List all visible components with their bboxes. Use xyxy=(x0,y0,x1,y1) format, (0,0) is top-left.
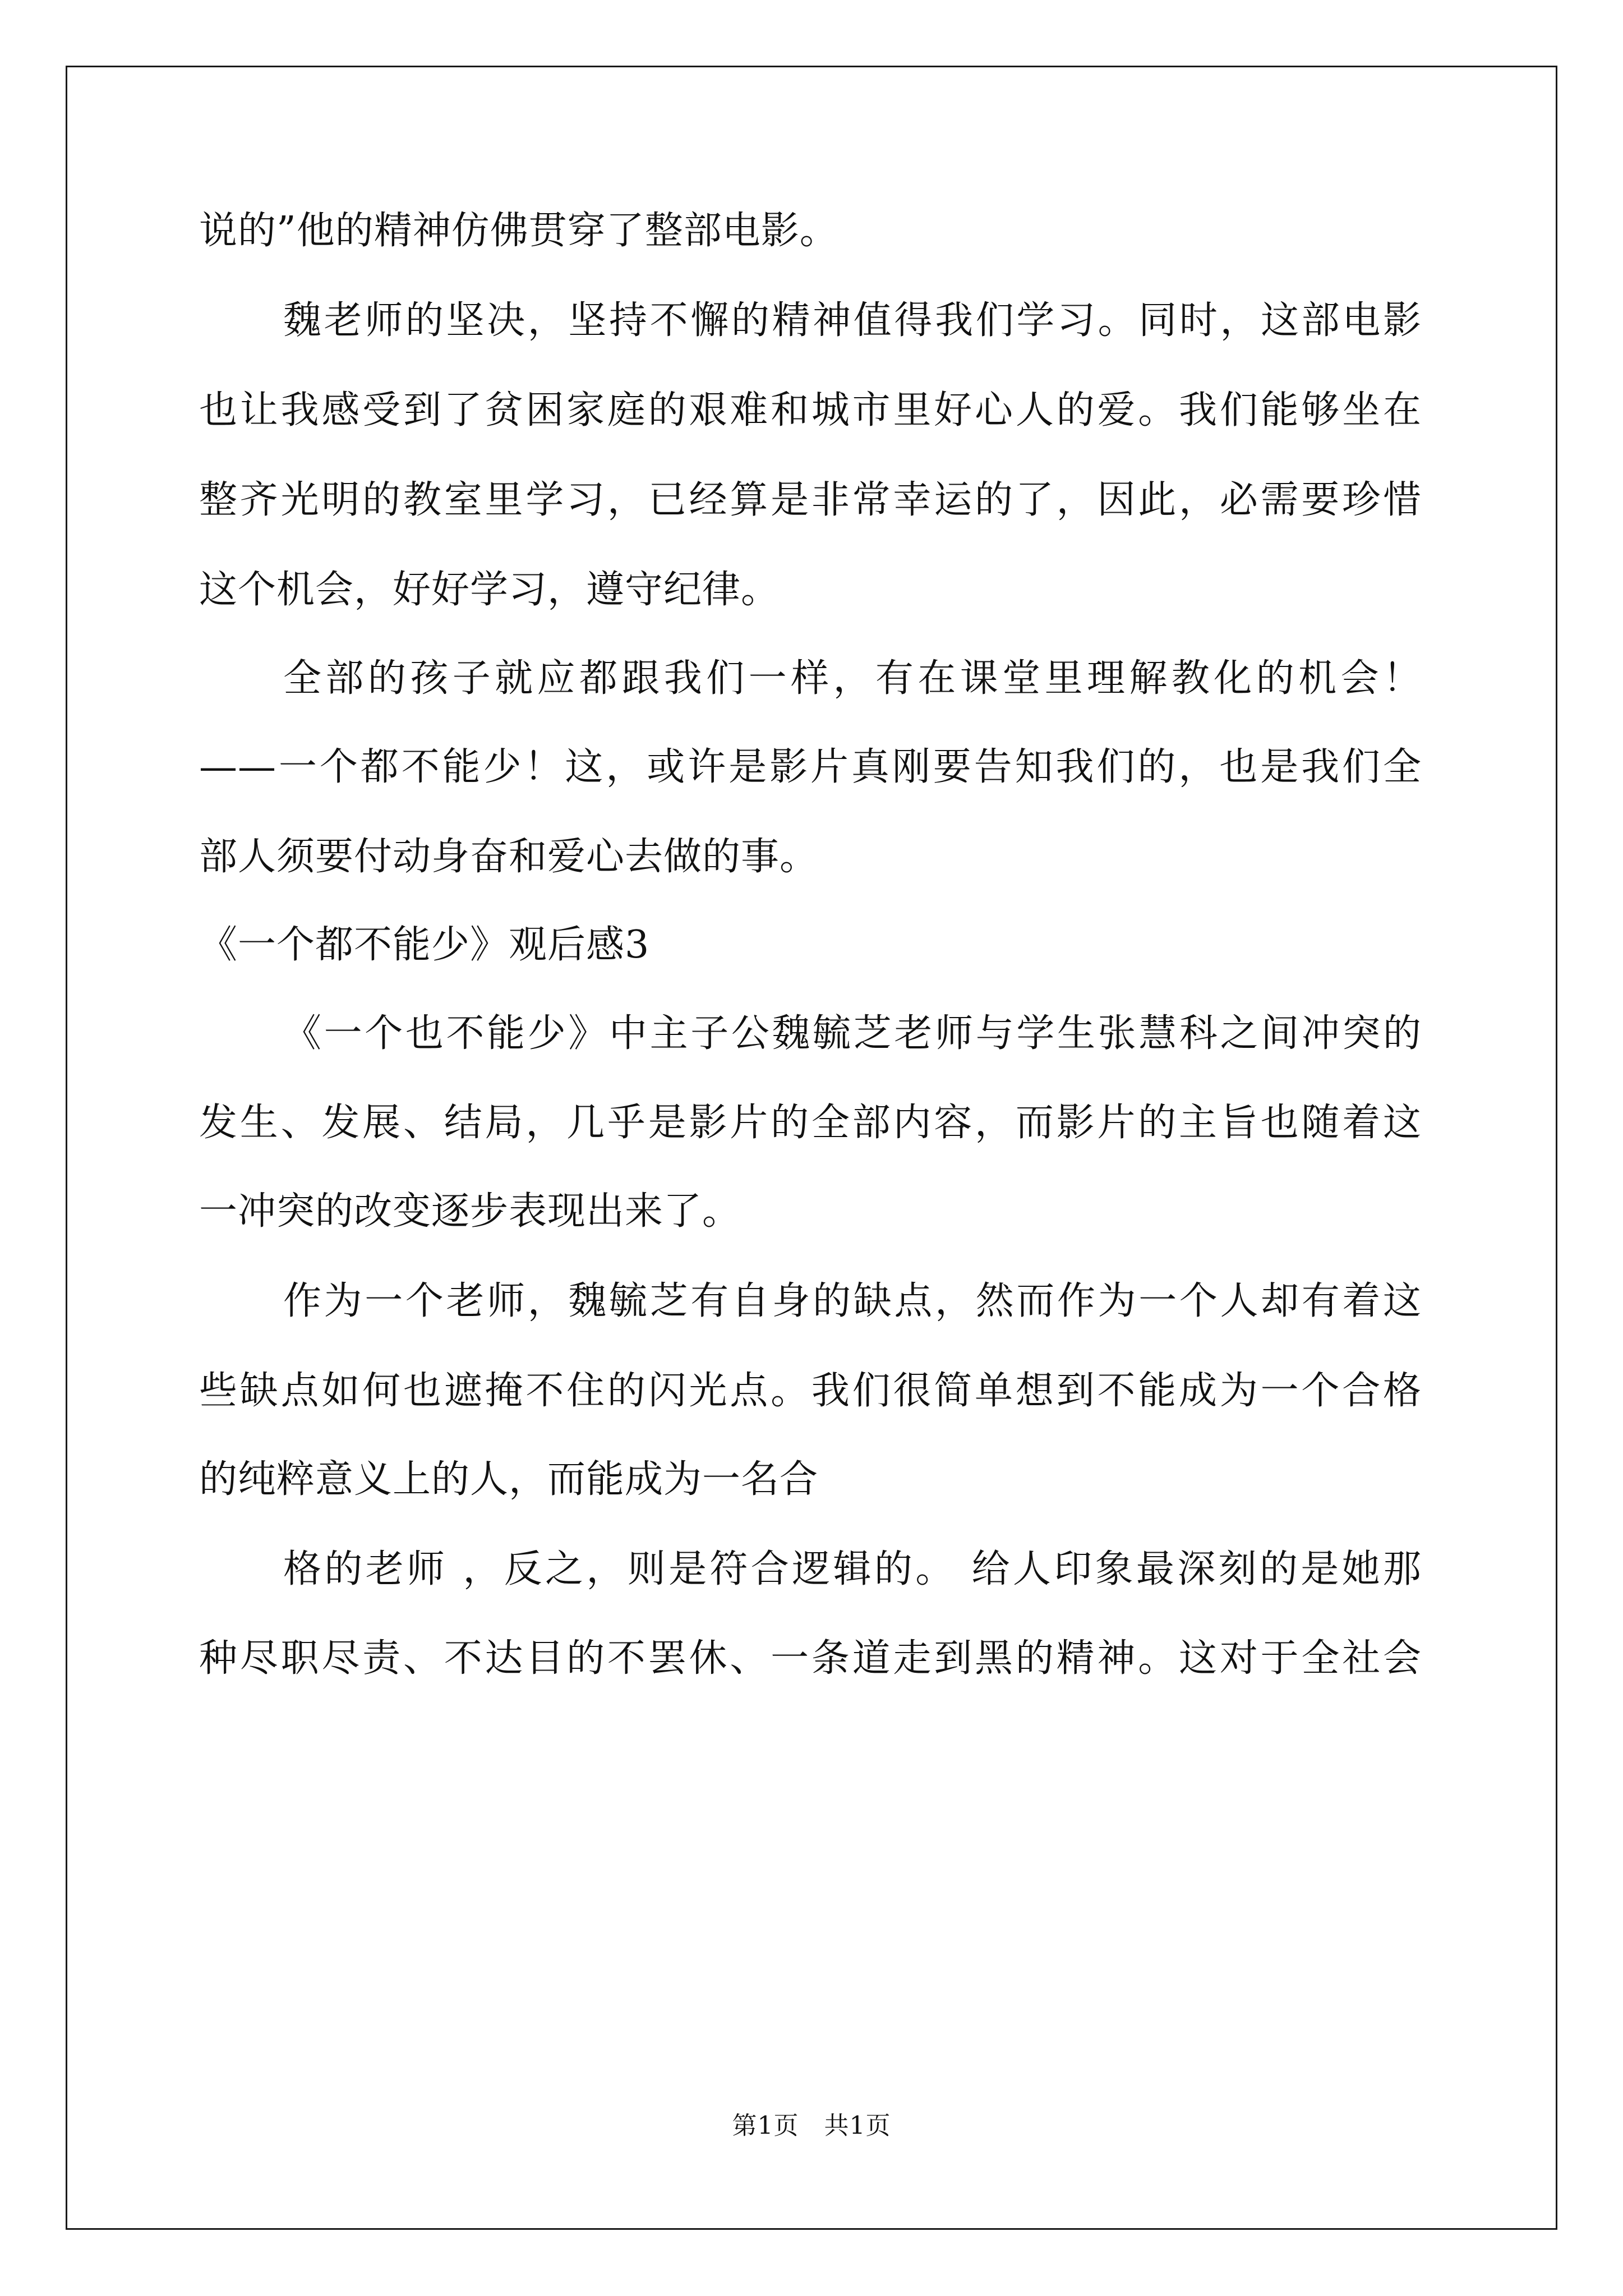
text-line: 种尽职尽责、不达目的不罢休、一条道走到黑的精神。这对于全社会 xyxy=(199,1636,1422,1681)
text-line: 部人须要付动身奋和爱心去做的事。 xyxy=(199,835,819,879)
text-line: 发生、发展、结局，几乎是影片的全部内容，而影片的主旨也随着这 xyxy=(199,1101,1422,1145)
text-line: 说的”他的精神仿佛贯穿了整部电影。 xyxy=(199,209,838,253)
text-line: 作为一个老师，魏毓芝有自身的缺点，然而作为一个人却有着这 xyxy=(283,1279,1422,1323)
text-line: 《一个也不能少》中主子公魏毓芝老师与学生张慧科之间冲突的 xyxy=(283,1011,1422,1056)
text-line: 一冲突的改变逐步表现出来了。 xyxy=(199,1189,741,1234)
text-line: ——一个都不能少！这，或许是影片真刚要告知我们的，也是我们全 xyxy=(199,745,1422,789)
text-line: 全部的孩子就应都跟我们一样，有在课堂里理解教化的机会！ xyxy=(283,656,1422,701)
text-line: 这个机会，好好学习，遵守纪律。 xyxy=(199,568,780,612)
text-line: 格的老师 ，反之，则是符合逻辑的。 给人印象最深刻的是她那 xyxy=(283,1547,1422,1591)
text-line: 也让我感受到了贫困家庭的艰难和城市里好心人的爱。我们能够坐在 xyxy=(199,388,1422,432)
section-heading: 《一个都不能少》观后感3 xyxy=(199,923,650,967)
text-line: 整齐光明的教室里学习，已经算是非常幸运的了，因此，必需要珍惜 xyxy=(199,478,1422,522)
text-line: 些缺点如何也遮掩不住的闪光点。我们很简单想到不能成为一个合格 xyxy=(199,1369,1422,1413)
text-line: 魏老师的坚决，坚持不懈的精神值得我们学习。同时，这部电影 xyxy=(283,298,1422,343)
page-footer: 第1页 共1页 xyxy=(732,2111,891,2140)
text-line: 的纯粹意义上的人，而能成为一名合 xyxy=(199,1457,819,1502)
